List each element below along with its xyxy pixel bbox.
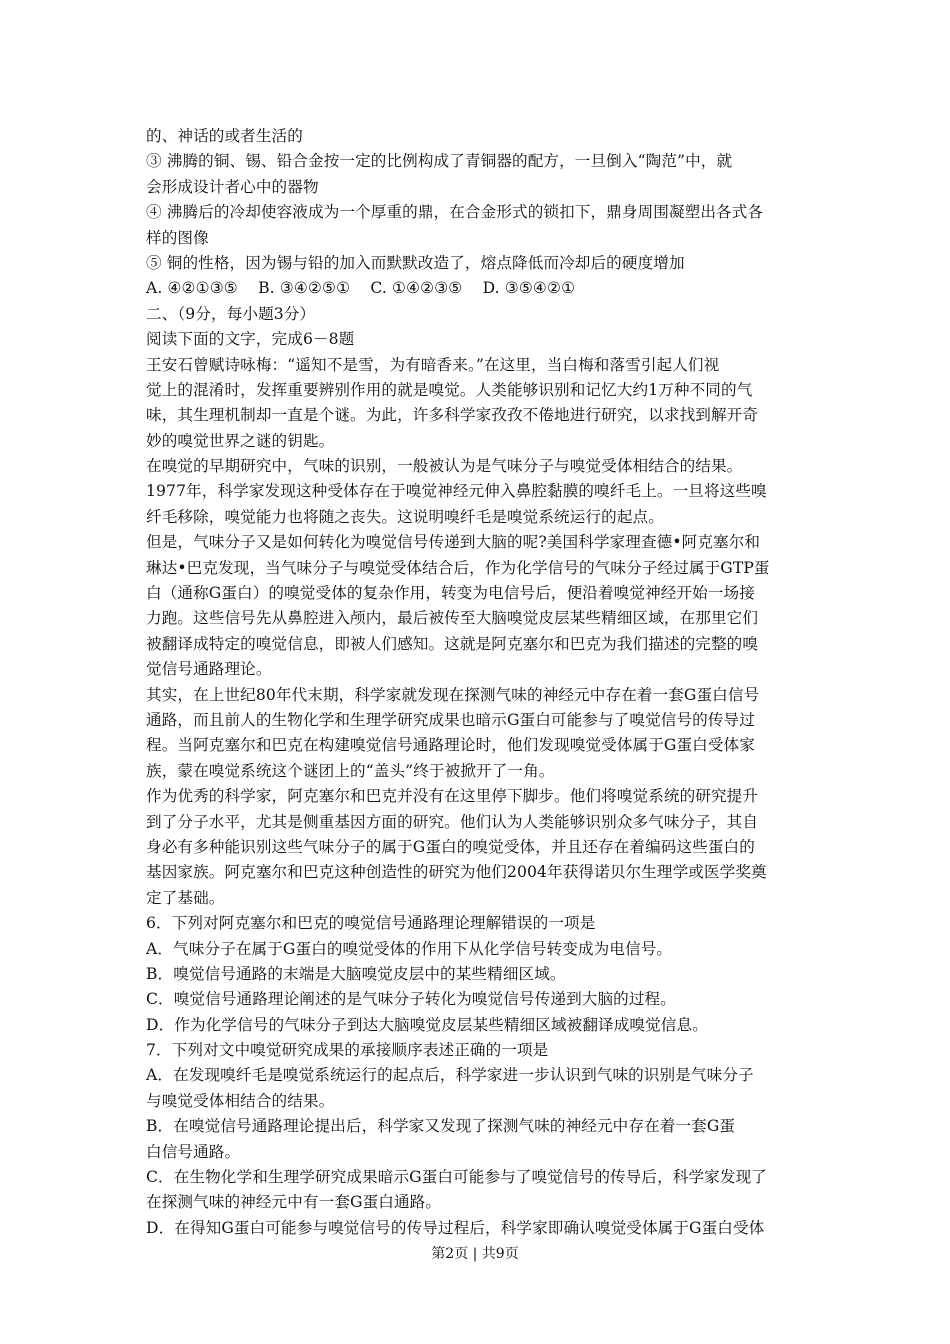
text-line: 程。当阿克塞尔和巴克在构建嗅觉信号通路理论时，他们发现嗅觉受体属于G蛋白受体家 [146,736,755,755]
text-line: 样的图像 [146,228,209,247]
question-7-option-a: A．在发现嗅纤毛是嗅觉系统运行的起点后，科学家进一步认识到气味的识别是气味分子 [146,1066,754,1085]
question-6-option-d: D．作为化学信号的气味分子到达大脑嗅觉皮层某些精细区域被翻译成嗅觉信息。 [146,1015,708,1034]
text-line: 琳达•巴克发现，当气味分子与嗅觉受体结合后，作为化学信号的气味分子经过属于GTP蛋 [146,558,770,577]
text-line: 其实，在上世纪80年代末期，科学家就发现在探测气味的神经元中存在着一套G蛋白信号 [146,685,760,704]
text-line: 的、神话的或者生活的 [146,127,303,145]
text-line: ⑤ 铜的性格，因为锡与铅的加入而默默改造了，熔点降低而冷却后的硬度增加 [146,253,685,272]
text-line: 身必有多种能识别这些气味分子的属于G蛋白的嗅觉受体，并且还存在着编码这些蛋白的 [146,837,755,856]
text-line: 被翻译成特定的嗅觉信息，即被人们感知。这就是阿克塞尔和巴克为我们描述的完整的嗅 [146,634,759,653]
text-line: 基因家族。阿克塞尔和巴克这种创造性的研究为他们2004年获得诺贝尔生理学或医学奖奠 [146,863,767,882]
text-line: 觉信号通路理论。 [146,660,272,679]
section-heading: 二、（9分，每小题3分） [146,304,316,323]
text-line: 会形成设计者心中的器物 [146,177,319,196]
text-line: 但是，气味分子又是如何转化为嗅觉信号传递到大脑的呢?美国科学家理查德•阿克塞尔和 [146,533,761,552]
question-7-option-b-cont: 白信号通路。 [146,1142,241,1161]
text-line: 纤毛移除，嗅觉能力也将随之丧失。这说明嗅纤毛是嗅觉系统运行的起点。 [146,507,664,526]
question-7-option-c-cont: 在探测气味的神经元中有一套G蛋白通路。 [146,1193,442,1212]
text-line: 白（通称G蛋白）的嗅觉受体的复杂作用，转变为电信号后，便沿着嗅觉神经开始一场接 [146,584,755,603]
question-7-option-d: D．在得知G蛋白可能参与嗅觉信号的传导过程后，科学家即确认嗅觉受体属于G蛋白受体 [146,1218,765,1237]
text-line: 定了基础。 [146,888,225,907]
text-line: 妙的嗅觉世界之谜的钥匙。 [146,431,335,450]
question-6-option-c: C．嗅觉信号通路理论阐述的是气味分子转化为嗅觉信号传递到大脑的过程。 [146,990,676,1009]
page-number: 第2页 | 共9页 [431,1246,519,1262]
text-line: 觉上的混淆时，发挥重要辨别作用的就是嗅觉。人类能够识别和记忆大约1万种不同的气 [146,380,753,399]
text-line: ④ 沸腾后的冷却使容液成为一个厚重的鼎，在合金形式的锁扣下，鼎身周围凝塑出各式各 [146,203,764,222]
question-7-option-c: C．在生物化学和生理学研究成果暗示G蛋白可能参与了嗅觉信号的传导后，科学家发现了 [146,1168,767,1187]
text-line: 王安石曾赋诗咏梅：“遥知不是雪，为有暗香来。”在这里，当白梅和落雪引起人们视 [146,355,720,374]
text-line: 味，其生理机制却一直是个谜。为此，许多科学家孜孜不倦地进行研究，以求找到解开奇 [146,406,759,425]
text-line: ③ 沸腾的铜、锡、铅合金按一定的比例构成了青铜器的配方，一旦倒入“陶范”中，就 [146,152,733,171]
text-line: 力跑。这些信号先从鼻腔进入颅内，最后被传至大脑嗅觉皮层某些精细区域，在那里它们 [146,609,759,628]
text-line: 作为优秀的科学家，阿克塞尔和巴克并没有在这里停下脚步。他们将嗅觉系统的研究提升 [146,787,759,806]
page-footer [0,1244,950,1264]
question-6-stem: 6．下列对阿克塞尔和巴克的嗅觉信号通路理论理解错误的一项是 [146,914,596,933]
text-line: 通路，而且前人的生物化学和生理学研究成果也暗示G蛋白可能参与了嗅觉信号的传导过 [146,710,755,729]
question-7-stem: 7．下列对文中嗅觉研究成果的承接顺序表述正确的一项是 [146,1041,549,1060]
document-body [146,124,812,1241]
text-line: 族，蒙在嗅觉系统这个谜团上的“盖头”终于被掀开了一角。 [146,761,555,780]
reading-instruction: 阅读下面的文字，完成6－8题 [146,330,355,349]
text-line: 1977年，科学家发现这种受体存在于嗅觉神经元伸入鼻腔黏膜的嗅纤毛上。一旦将这些嗅 [146,482,767,501]
text-line: 在嗅觉的早期研究中，气味的识别，一般被认为是气味分子与嗅觉受体相结合的结果。 [146,457,743,476]
answer-options-line: A. ④②①③⑤ B. ③④②⑤① C. ①④②③⑤ D. ③⑤④②① [146,279,576,298]
question-7-option-a-cont: 与嗅觉受体相结合的结果。 [146,1091,335,1110]
text-line: 到了分子水平，尤其是侧重基因方面的研究。他们认为人类能够识别众多气味分子，其自 [146,812,759,831]
question-7-option-b: B．在嗅觉信号通路理论提出后，科学家又发现了探测气味的神经元中存在着一套G蛋 [146,1117,736,1136]
question-6-option-b: B．嗅觉信号通路的末端是大脑嗅觉皮层中的某些精细区域。 [146,964,566,983]
question-6-option-a: A．气味分子在属于G蛋白的嗅觉受体的作用下从化学信号转变成为电信号。 [146,939,673,958]
